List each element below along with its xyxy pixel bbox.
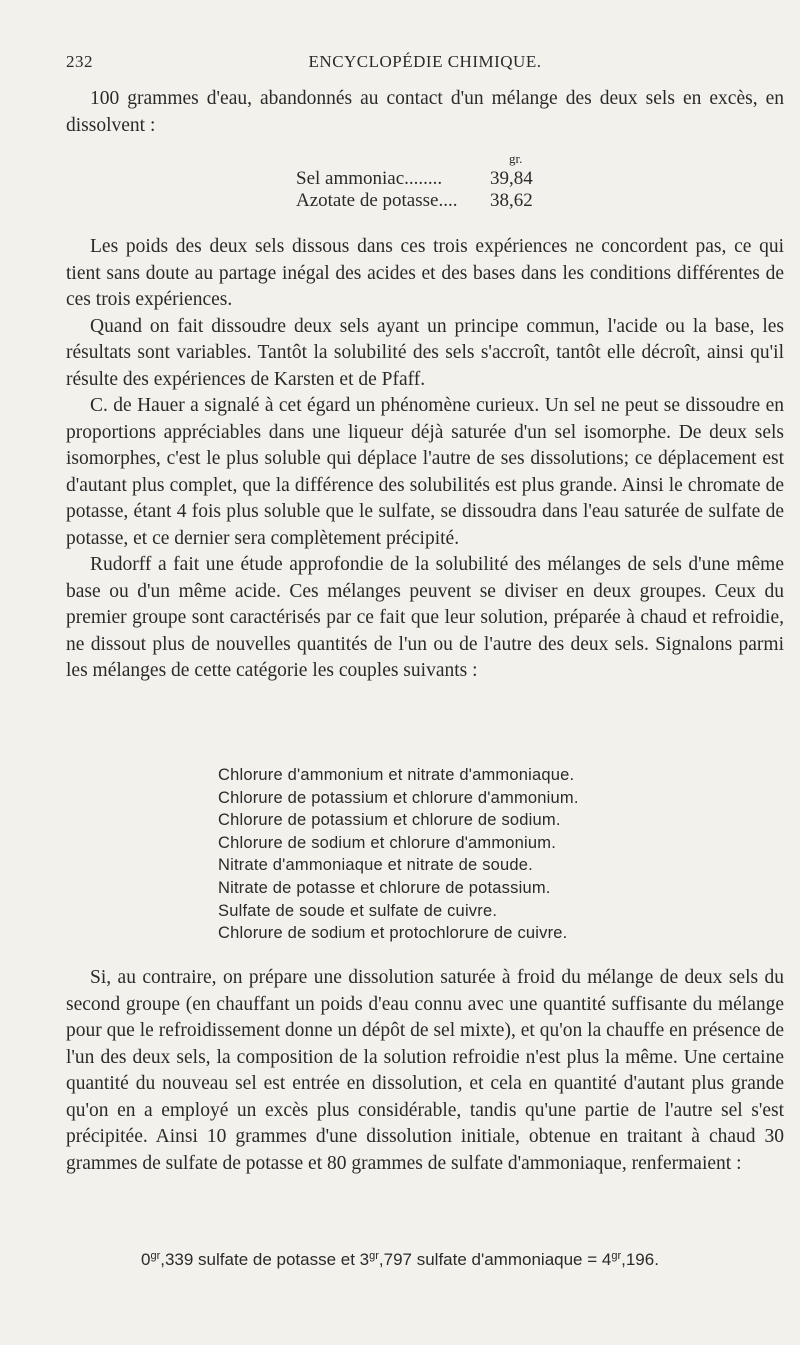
table-row	[296, 190, 533, 212]
unit-label: gr.	[509, 151, 523, 166]
list-item: Nitrate d'ammoniaque et nitrate de soude.	[218, 856, 533, 875]
formula-part: ,797 sulfate d'ammoniaque = 4	[378, 1250, 612, 1269]
running-header	[66, 52, 784, 76]
list-item: Chlorure de potassium et chlorure d'ammonium.	[218, 788, 579, 807]
formula-part: 0	[141, 1250, 151, 1269]
list-item: Nitrate de potasse et chlorure de potassium.	[218, 878, 551, 897]
formula-part: ,339 sulfate de potasse et 3	[160, 1250, 370, 1269]
couples-list	[218, 764, 579, 945]
formula-unit: gr	[150, 1250, 161, 1262]
body-text	[66, 234, 784, 685]
list-item: Chlorure de potassium et chlorure de sodium.	[218, 811, 561, 830]
list-item: Chlorure d'ammonium et nitrate d'ammoniaque.	[218, 766, 575, 784]
row-label: Azotate de potasse....	[296, 190, 458, 211]
paragraph: Quand on fait dissoudre deux sels ayant un principe commun, l'acide ou la base, les résultats sont variables. Tantôt la solubilité des sels s'accroît, tantôt elle décroît, ainsi qu'il résulte des expériences de Karsten et de Pfaff.	[66, 315, 784, 390]
list-item: Chlorure de sodium et chlorure d'ammonium.	[218, 833, 557, 852]
paragraph: Si, au contraire, on prépare une dissolution saturée à froid du mélange de deux sels du second groupe (en chauffant un poids d'eau connu avec une quantité suffisante du mélange pour que le refroidissement donne un dépôt de sel mixte), et qu'on la chauffe en présence de l'un des deux sels, la composition de la solution refroidie n'est plus la même. Une certaine quantité du nouveau sel est entrée en dissolution, et cela en quantité d'autant plus grande qu'on en a employé un excès plus considérable, tandis qu'une partie de l'autre sel s'est précipitée. Ainsi 10 grammes d'une dissolution initiale, obtenue en traitant à chaud 30 grammes de sulfate de potasse et 80 grammes de sulfate d'ammoniaque, renfermaient :	[66, 967, 784, 1174]
formula-unit: gr	[611, 1250, 622, 1262]
table-row	[296, 168, 533, 190]
row-value: 38,62	[490, 190, 533, 211]
intro-paragraph	[66, 86, 784, 139]
page-number: 232	[66, 52, 93, 71]
formula-part: ,196.	[621, 1250, 659, 1269]
solubility-table	[296, 148, 533, 212]
paragraph: C. de Hauer a signalé à cet égard un phénomène curieux. Un sel ne peut se dissoudre en proportions appréciables dans une liqueur déjà saturée d'un sel isomorphe. De deux sels isomorphes, c'est le plus soluble qui déplace l'autre de ses dissolutions; ce déplacement est d'autant plus complet, que la différence des solubilités est plus grande. Ainsi le chromate de potasse, étant 4 fois plus soluble que le sulfate, se dissoudra dans l'eau saturée de sulfate de potasse, et ce dernier sera complètement précipité.	[66, 395, 784, 549]
formula-unit: gr	[369, 1250, 379, 1262]
list-item: Chlorure de sodium et protochlorure de cuivre.	[218, 924, 568, 943]
result-formula	[141, 1250, 659, 1270]
intro-text: 100 grammes d'eau, abandonnés au contact d'un mélange des deux sels en excès, en dissolvent :	[66, 88, 784, 136]
row-value: 39,84	[490, 168, 533, 189]
list-item: Sulfate de soude et sulfate de cuivre.	[218, 901, 498, 920]
running-title: ENCYCLOPÉDIE CHIMIQUE.	[308, 52, 542, 71]
paragraph: Les poids des deux sels dissous dans ces trois expériences ne concordent pas, ce qui tient sans doute au partage inégal des acides et des bases dans les conditions différentes de ces trois expériences.	[66, 236, 784, 310]
paragraph: Rudorff a fait une étude approfondie de la solubilité des mélanges de sels d'une même base ou d'un même acide. Ces mélanges peuvent se diviser en deux groupes. Ceux du premier groupe sont caractérisés par ce fait que leur solution, préparée à chaud et refroidie, ne dissout plus de nouvelles quantités de l'un ou de l'autre des deux sels. Signalons parmi les mélanges de cette catégorie les couples suivants :	[66, 554, 784, 681]
row-label: Sel ammoniac........	[296, 168, 443, 189]
closing-text	[66, 965, 784, 1177]
